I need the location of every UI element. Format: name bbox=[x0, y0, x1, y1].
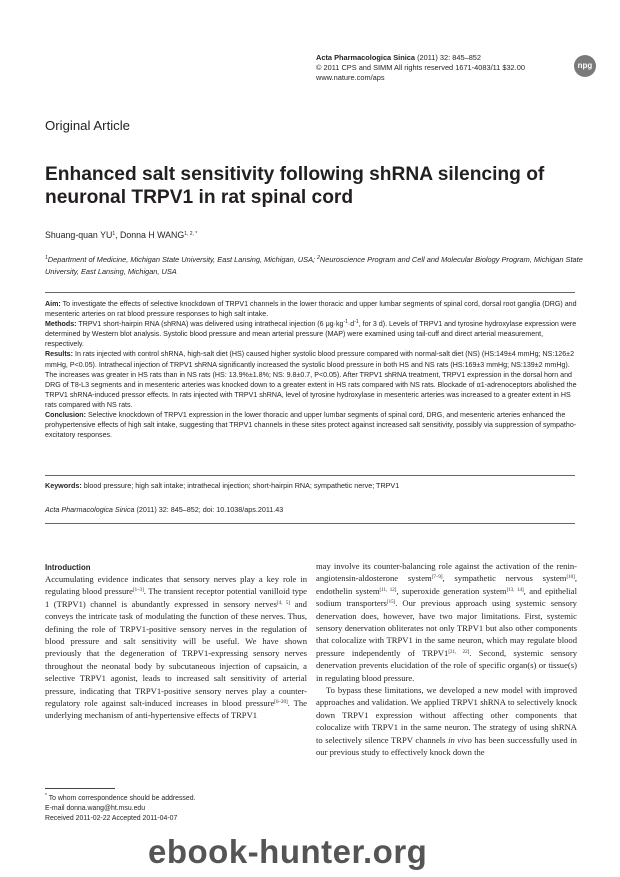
ref-8[interactable]: [15] bbox=[386, 600, 396, 606]
methods-text-3: , for 3 d). Levels of TRPV1 and tyrosine hydroxylase expression were determined by Western blot analysis. Systolic blood pressure and mean arterial pressure (MAP) were examined using tail-cuff and direct arterial measurement, respectively. bbox=[45, 320, 577, 349]
results-label: Results: bbox=[45, 350, 73, 359]
watermark: ebook-hunter.org bbox=[148, 833, 428, 870]
footnote bbox=[45, 794, 307, 824]
methods-text-1: TRPV1 short-hairpin RNA (shRNA) was delivered using intrathecal injection (6 μg·kg bbox=[76, 320, 344, 329]
intro-paragraph-1 bbox=[45, 573, 307, 722]
methods-sup-2: -1 bbox=[354, 319, 359, 326]
authors bbox=[45, 230, 197, 240]
intro-p2-text-a: may involve its counter-balancing role against the activation of the renin-angiotensin-aldosterone system bbox=[316, 561, 577, 584]
intro-paragraph-3 bbox=[316, 684, 577, 758]
keywords-text: blood pressure; high salt intake; intrathecal injection; short-hairpin RNA; sympathetic nerve; TRPV1 bbox=[81, 481, 400, 490]
body-right-column bbox=[316, 560, 577, 759]
intro-p1-text-d: . The underlying mechanism of anti-hypertensive effects of TRPV1 bbox=[45, 698, 307, 721]
intro-p3-text-b: has been successfully used in our previous study to effectively knock down the bbox=[316, 734, 577, 758]
aim-label: Aim: bbox=[45, 300, 61, 308]
author-1: Shuang-quan YU bbox=[45, 230, 113, 240]
intro-paragraph-2 bbox=[316, 560, 577, 684]
intro-heading: Introduction bbox=[45, 563, 91, 572]
abstract-results bbox=[45, 349, 577, 410]
conclusion-label: Conclusion: bbox=[45, 411, 86, 420]
author-2: Donna H WANG bbox=[120, 230, 185, 240]
methods-label: Methods: bbox=[45, 320, 77, 329]
npg-logo: npg bbox=[574, 55, 596, 77]
ref-9[interactable]: [21, 22] bbox=[448, 649, 470, 655]
methods-text-2: ·d bbox=[347, 320, 355, 329]
conclusion-text: Selective knockdown of TRPV1 expression in the lower thoracic and upper lumbar segments of spinal cord, DRG, and mesenteric arteries enhanced the prohypertensive effects of high salt intake, suggesting that TRPV1 channels in these sites protect against increased salt sensitivity, possibly via suppression of sympatho-excitatory responses. bbox=[45, 411, 577, 440]
ref-2[interactable]: [4, 5] bbox=[276, 600, 291, 606]
journal-website[interactable]: www.nature.com/aps bbox=[316, 73, 385, 83]
affil-1-mark: 1 bbox=[45, 255, 48, 261]
affil-2-mark: 2 bbox=[317, 255, 320, 261]
affil-2: Neuroscience Program and Cell and Molecular Biology Program, Michigan State University, East Lansing, Michigan, USA bbox=[45, 255, 583, 276]
intro-p2-text-c: , endothelin system bbox=[316, 573, 577, 596]
affil-1: Department of Medicine, Michigan State University, East Lansing, Michigan, USA; bbox=[47, 255, 318, 264]
intro-p2-text-e: , and epithelial sodium transporters bbox=[316, 585, 577, 609]
intro-p3-text-a: To bypass these limitations, we developed a new model with improved approaches and validation. We applied TRPV1 shRNA to selectively knock down TRPV1 expression without affecting other components that colocalize with TRPV1 in the same neuron. The strategy of using shRNA to selectively silence TRPV channels bbox=[316, 685, 577, 745]
intro-p1-text-a: Accumulating evidence indicates that sensory nerves play a key role in regulating blood pressure bbox=[45, 574, 307, 597]
citation-journal: Acta Pharmacologica Sinica bbox=[45, 505, 135, 514]
intro-p2-text-g: . Second, systemic sensory denervation prevents elucidation of the role of specific organ(s) or tissue(s) in regulating blood pressure. bbox=[316, 647, 577, 683]
methods-sup-1: -1 bbox=[343, 319, 348, 326]
journal-volume: (2011) 32: 845–852 bbox=[417, 53, 482, 62]
correspondence-email[interactable]: E-mail donna.wang@ht.msu.edu bbox=[45, 805, 146, 812]
keywords bbox=[45, 481, 577, 490]
ref-5[interactable]: [10] bbox=[566, 575, 575, 581]
abstract-methods bbox=[45, 319, 577, 349]
abstract bbox=[45, 299, 577, 440]
journal-line bbox=[316, 53, 525, 63]
paper-title: Enhanced salt sensitivity following shRNA silencing of neuronal TRPV1 in rat spinal cord bbox=[45, 164, 545, 208]
ref-7[interactable]: [13, 14] bbox=[506, 587, 524, 593]
journal-name: Acta Pharmacologica Sinica bbox=[316, 53, 415, 62]
citation bbox=[45, 505, 577, 514]
ref-6[interactable]: [11, 12] bbox=[379, 587, 397, 593]
intro-p3-italic: in vivo bbox=[448, 734, 472, 745]
copyright: © 2011 CPS and SIMM All rights reserved 1671-4083/11 $32.00 bbox=[316, 63, 525, 73]
ref-3[interactable]: [6–20] bbox=[274, 700, 288, 706]
author-1-affil: 1 bbox=[112, 231, 116, 237]
intro-p2-text-d: , superoxide generation system bbox=[396, 585, 507, 596]
citation-rule bbox=[45, 523, 575, 524]
intro-p1-text-b: . The transient receptor potential vanilloid type 1 (TRPV1) channel is abundantly expressed in sensory nerves bbox=[45, 586, 307, 609]
abstract-aim bbox=[45, 299, 577, 319]
abstract-conclusion bbox=[45, 410, 577, 440]
abstract-top-rule bbox=[45, 292, 575, 293]
article-type: Original Article bbox=[45, 118, 131, 133]
correspondence-text: To whom correspondence should be addressed. bbox=[46, 795, 196, 802]
intro-p1-text-c: and conveys the intricate task of modulating the function of these nerves. Thus, defining the role of TRPV1-positive sensory nerves in the regulation of blood pressure and salt sensitivity will be useful. We have shown previously that the degeneration of TRPV1-expressing sensory nerves throughout the neonatal body by subcutaneous injection of capsaicin, a selective TRPV1 agonist, leads to increased salt sensitivity of arterial pressure, indicating that TRPV1-positive sensory nerves play a counter-regulatory role against salt-induced increases in blood pressure bbox=[45, 598, 307, 709]
aim-text: To investigate the effects of selective knockdown of TRPV1 channels in the lower thoracic and upper lumbar segments of spinal cord, dorsal root ganglia (DRG) and mesenteric arteries on rat blood pressure responses to high salt intake. bbox=[45, 300, 577, 319]
citation-text: (2011) 32: 845–852; doi: 10.1038/aps.2011.43 bbox=[134, 505, 284, 514]
footnote-star: * bbox=[45, 793, 47, 799]
received-accepted: Received 2011-02-22 Accepted 2011-04-07 bbox=[45, 815, 178, 822]
intro-p2-text-b: , sympathetic nervous system bbox=[442, 573, 567, 584]
footnote-rule bbox=[45, 788, 115, 789]
affiliations bbox=[45, 254, 585, 277]
ref-1[interactable]: [1–3] bbox=[132, 588, 144, 594]
results-text: In rats injected with control shRNA, high-salt diet (HS) caused higher systolic blood pressure compared with normal-salt diet (NS) (HS:149±4 mmHg; NS:126±2 mmHg, P<0.05). Intrathecal injection of TRPV1 shRNA significantly increased the systolic blood pressure in both HS and NS rats (HS:169±3 mmHg; NS:139±2 mmHg). The increases was greater in HS rats than in NS rats (HS: 13.9%±1.8%; NS: 9.8±0.7, P<0.05). After TRPV1 shRNA treatment, TRPV1 expression in the dorsal horn and DRG of T8-L3 segments and in mesenteric arteries was knocked down to a greater extent in HS rats compared with NS rats. Blockade of α1-adrenoceptors abolished the TRPV1 shRNA-induced pressor effects. In rats injected with TRPV1 shRNA, level of tyrosine hydroxylase in mesenteric arteries was increased to a greater extent in HS rats compared with NS rats. bbox=[45, 350, 577, 409]
abstract-bottom-rule bbox=[45, 475, 575, 476]
keywords-label: Keywords: bbox=[45, 481, 82, 490]
ref-4[interactable]: [7–9] bbox=[431, 575, 443, 581]
correspondence-line bbox=[45, 794, 307, 804]
intro-p2-text-f: . Our previous approach using systemic sensory denervation does, however, have two major limitations. First, systemic sensory denervation obliterates not only TRPV1 but also other components that colocalize with TRPV1 in the same neuron, which may regulate blood pressure independently of TRPV1 bbox=[316, 598, 577, 658]
body-left-column bbox=[45, 562, 307, 722]
author-2-affil: 1, 2, * bbox=[184, 231, 198, 237]
journal-header bbox=[316, 53, 525, 84]
author-separator: , bbox=[115, 230, 121, 240]
